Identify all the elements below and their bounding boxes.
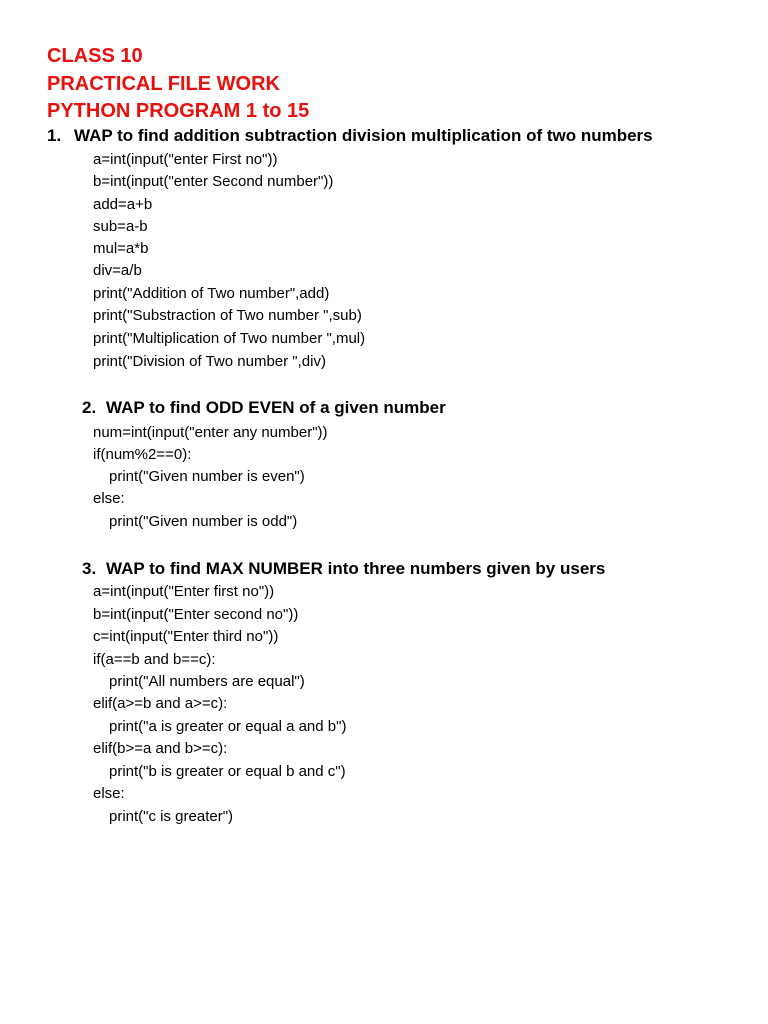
code-line: else:: [93, 785, 125, 802]
code-line: elif(b>=a and b>=c):: [93, 740, 228, 757]
code-line: print("Given number is even"): [109, 468, 305, 485]
code-line: print("b is greater or equal b and c"): [109, 763, 346, 780]
code-line: elif(a>=b and a>=c):: [93, 695, 228, 712]
program-3-number: 3.: [82, 559, 97, 578]
code-line: a=int(input("Enter first no")): [93, 583, 275, 600]
program-3-heading: [82, 558, 605, 580]
program-range-title: PYTHON PROGRAM 1 to 15: [47, 100, 310, 122]
program-3-title: WAP to find MAX NUMBER into three numbers given by users: [106, 559, 606, 578]
code-line: print("a is greater or equal a and b"): [109, 718, 347, 735]
code-line: c=int(input("Enter third no")): [93, 628, 279, 645]
code-line: else:: [93, 490, 125, 507]
code-line: sub=a-b: [93, 218, 148, 235]
code-line: print("Multiplication of Two number ",mul): [93, 330, 366, 347]
code-line: print("All numbers are equal"): [109, 673, 305, 690]
program-2-heading: [82, 397, 446, 419]
code-line: mul=a*b: [93, 240, 149, 257]
code-line: div=a/b: [93, 262, 142, 279]
code-line: if(a==b and b==c):: [93, 651, 216, 668]
code-line: num=int(input("enter any number")): [93, 424, 328, 441]
code-line: a=int(input("enter First no")): [93, 151, 278, 168]
code-line: print("Division of Two number ",div): [93, 353, 326, 370]
program-2-title: WAP to find ODD EVEN of a given number: [106, 398, 446, 417]
code-line: b=int(input("enter Second number")): [93, 173, 334, 190]
code-line: print("c is greater"): [109, 808, 234, 825]
practical-file-title: PRACTICAL FILE WORK: [47, 73, 280, 95]
code-line: if(num%2==0):: [93, 446, 192, 463]
code-line: print("Substraction of Two number ",sub): [93, 307, 362, 324]
code-line: add=a+b: [93, 196, 153, 213]
class-title: CLASS 10: [47, 45, 143, 67]
program-2-number: 2.: [82, 398, 97, 417]
program-1-number: 1.: [47, 126, 62, 145]
code-line: print("Given number is odd"): [109, 513, 298, 530]
code-line: print("Addition of Two number",add): [93, 285, 330, 302]
code-line: b=int(input("Enter second no")): [93, 606, 299, 623]
program-1-heading: [47, 125, 653, 147]
program-1-title: WAP to find addition subtraction division multiplication of two numbers: [74, 126, 653, 145]
